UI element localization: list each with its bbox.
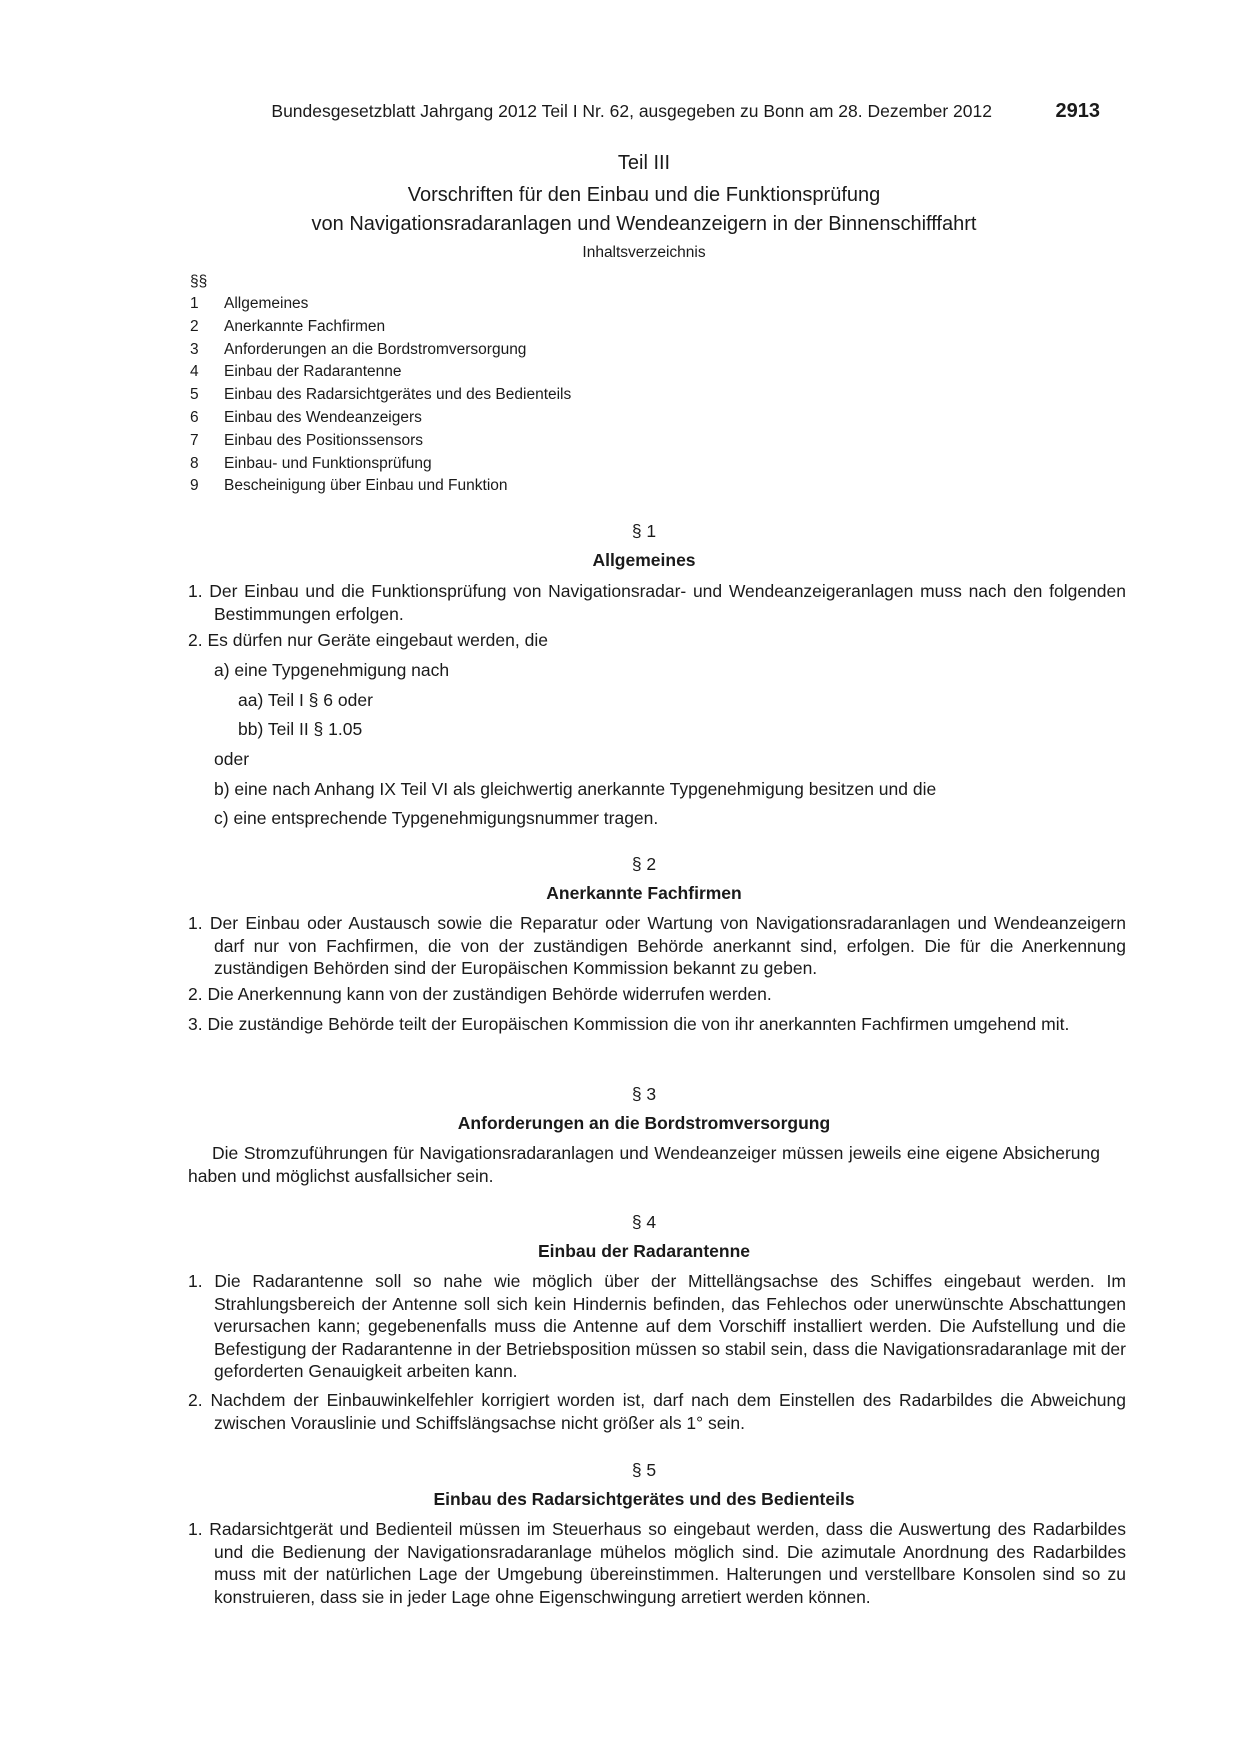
page-number: 2913 (1055, 100, 1100, 122)
section-title: Anforderungen an die Bordstromversorgung (457, 1113, 831, 1133)
toc-item-number: 8 (190, 454, 199, 472)
toc-item-label: Allgemeines (224, 295, 309, 312)
section-title: Allgemeines (592, 550, 696, 570)
toc-item-number: 6 (190, 408, 199, 426)
list-item: b) eine nach Anhang IX Teil VI als gleichwertig anerkannte Typgenehmigung besitzen und die (214, 779, 937, 799)
list-item: aa) Teil I § 6 oder (238, 690, 373, 710)
toc-item (190, 384, 571, 407)
toc-item (190, 453, 571, 476)
document-title (188, 181, 1100, 239)
connector-text: oder (214, 749, 250, 769)
paragraph: 1. Die Radarantenne soll so nahe wie möglich über der Mittellängsachse des Schiffes eingebaut werden. Im Strahlungsbereich der Antenne soll sich kein Hindernis befinden, das Fehlechos oder unerwünschte Abschattungen verursachen kann; gegebenenfalls muss die Antenne auf dem Vorschiff installiert werden. Die Aufstellung und die Befestigung der Radarantenne in der Betriebsposition müssen so stabil sein, dass die Navigationsradaranlage mit der geforderten Genauigkeit arbeiten kann. (188, 1271, 1126, 1381)
section-number: § 1 (631, 521, 657, 541)
section-title: Einbau der Radarantenne (538, 1241, 750, 1261)
paragraph: Die Stromzuführungen für Navigationsradaranlagen und Wendeanzeiger müssen jeweils eine eigene Absicherung haben und möglichst ausfallsicher sein. (188, 1143, 1100, 1186)
list-item: bb) Teil II § 1.05 (238, 719, 363, 739)
section-number: § 4 (631, 1212, 657, 1232)
paragraph: 2. Nachdem der Einbauwinkelfehler korrigiert worden ist, darf nach dem Einstellen des Radarbildes die Abweichung zwischen Vorauslinie und Schiffslängsachse nicht größer als 1° sein. (188, 1390, 1126, 1433)
toc-item-label: Einbau des Wendeanzeigers (224, 408, 422, 426)
paragraph: 2. Die Anerkennung kann von der zuständigen Behörde widerrufen werden. (188, 984, 772, 1004)
list-item: a) eine Typgenehmigung nach (214, 660, 450, 680)
paragraph: 1. Der Einbau oder Austausch sowie die Reparatur oder Wartung von Navigationsradaranlagen und Wendeanzeigern darf nur von Fachfirmen, die von der zuständigen Behörde anerkannt sind, erfolgen. Die für die Anerkennung zuständigen Behörden sind der Europäischen Kommission bekannt zu geben. (188, 913, 1126, 978)
toc-item (190, 361, 571, 384)
toc-item (190, 339, 571, 362)
toc-item (190, 293, 571, 316)
toc-item (190, 316, 571, 339)
toc-item (190, 407, 571, 430)
toc-item-label: Anerkannte Fachfirmen (224, 317, 386, 335)
paragraph: 2. Es dürfen nur Geräte eingebaut werden, die (188, 630, 548, 650)
toc-item-number: 3 (190, 340, 199, 358)
section-title: Anerkannte Fachfirmen (546, 883, 742, 903)
toc-item-number: 5 (190, 386, 199, 404)
toc-item-label: Bescheinigung über Einbau und Funktion (224, 477, 508, 495)
section-number: § 3 (631, 1084, 657, 1104)
running-head-text: Bundesgesetzblatt Jahrgang 2012 Teil I Nr. 62, ausgegeben zu Bonn am 28. Dezember 2012 (271, 101, 992, 121)
paragraph: 1. Der Einbau und die Funktionsprüfung von Navigationsradar- und Wendeanzeigeranlagen muss nach den folgenden Bestimmungen erfolgen. (188, 581, 1126, 624)
toc-item (190, 475, 571, 498)
section-number: § 5 (631, 1460, 657, 1480)
toc-item-label: Einbau des Positionssensors (224, 431, 424, 449)
toc-item-label: Einbau der Radarantenne (224, 363, 402, 381)
toc-heading: Inhaltsverzeichnis (582, 244, 706, 261)
toc-item-number: 7 (190, 431, 199, 449)
section-number: § 2 (631, 854, 657, 874)
toc-item-number: 2 (190, 317, 199, 335)
title-line-2: von Navigationsradaranlagen und Wendeanzeigern in der Binnenschifffahrt (311, 213, 977, 235)
list-item: c) eine entsprechende Typgenehmigungsnummer tragen. (214, 808, 659, 828)
section-title: Einbau des Radarsichtgerätes und des Bedienteils (433, 1489, 855, 1509)
paragraph: 3. Die zuständige Behörde teilt der Europäischen Kommission die von ihr anerkannten Fachfirmen umgehend mit. (188, 1014, 1070, 1034)
title-line-1: Vorschriften für den Einbau und die Funktionsprüfung (407, 184, 881, 206)
toc-symbol: §§ (190, 273, 208, 290)
running-head (188, 101, 1100, 125)
table-of-contents (190, 271, 571, 498)
paragraph: 1. Radarsichtgerät und Bedienteil müssen im Steuerhaus so eingebaut werden, dass die Auswertung des Radarbildes und die Bedienung der Navigationsradaranlage mühelos möglich sind. Die azimutale Anordnung des Radarbildes muss mit der natürlichen Lage der Umgebung übereinstimmen. Halterungen und verstellbare Konsolen sind so zu konstruieren, dass sie in jeder Lage ohne Eigenschwingung arretiert werden können. (188, 1519, 1126, 1607)
toc-item-number: 9 (190, 477, 199, 495)
toc-item (190, 430, 571, 453)
toc-item-label: Einbau des Radarsichtgerätes und des Bedienteils (224, 386, 572, 404)
toc-item-label: Einbau- und Funktionsprüfung (224, 454, 432, 472)
toc-item-number: 1 (190, 295, 199, 312)
toc-item-label: Anforderungen an die Bordstromversorgung (224, 340, 527, 358)
toc-item-number: 4 (190, 363, 199, 381)
part-title: Teil III (617, 152, 671, 174)
